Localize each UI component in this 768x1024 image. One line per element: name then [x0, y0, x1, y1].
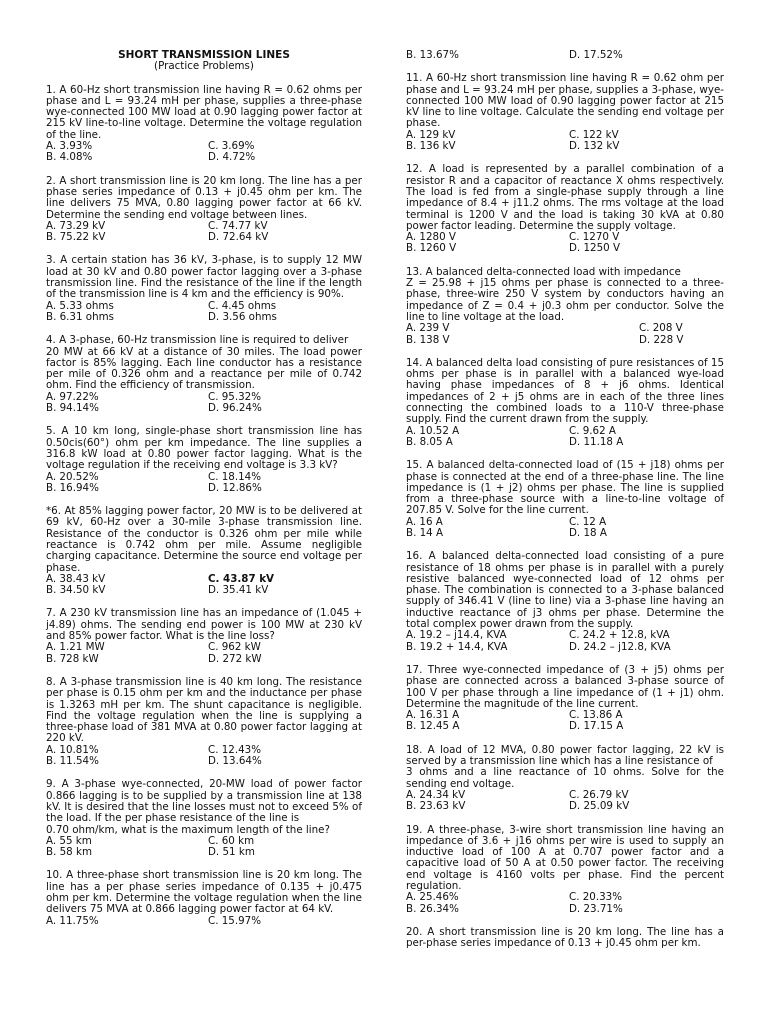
answer-option: C. 12 A: [569, 515, 607, 528]
answer-option: C. 122 kV: [569, 128, 619, 141]
question-text: 16. A balanced delta-connected load consisting of a pure resistance of 18 ohms per phase is in parallel with a purely resistive balanced wye-connected load of 12 ohms per phase. The combination is connected to a 3-phase balanced supply of 346.41 V (line to line) via a 3-phase line having an inductive reactance of j3 ohms per phase. Determine the total complex power drawn from the supply.: [406, 550, 724, 631]
question-text: 3. A certain station has 36 kV, 3-phase, is to supply 12 MW load at 30 kV and 0.80 power factor lagging over a 3-phase transmission line. Find the resistance of the line if the length of the transmission line is 4 km and the efficiency is 90%.: [46, 254, 362, 301]
question-text-line: 13. A balanced delta-connected load with impedance: [406, 265, 681, 278]
answer-option: A. 25.46%: [406, 891, 459, 904]
answer-option: A. 19.2 – j14.4, KVA: [406, 629, 507, 642]
question-block: [46, 506, 362, 596]
answer-option: A. 24.34 kV: [406, 788, 466, 801]
question-block: [46, 85, 362, 164]
question-text: *6. At 85% lagging power factor, 20 MW is to be delivered at 69 kV, 60-Hz over a 30-mile 3-phase transmission line. Resistance of the conductor is 0.326 ohm per mile while reactance is 0.742 ohm per mile. Assume negligible charging capacitance. Determine the source end voltage per phase.: [46, 505, 362, 574]
question-block: [46, 608, 362, 664]
answer-option: D. 12.86%: [208, 481, 262, 494]
question-block: [406, 267, 724, 346]
answer-option: B. 19.2 + 14.4, KVA: [406, 640, 508, 653]
answer-option: D. 4.72%: [208, 151, 256, 164]
answer-option: D. 24.2 – j12.8, KVA: [569, 640, 671, 653]
question-text-line: Z = 25.98 + j15 ohms per phase is connected to a three-phase, three-wire 250 V system by conductors having an impedance of Z = 0.4 + j0.3 ohm per conductor. Solve the line to line voltage at the load.: [406, 277, 724, 323]
question-text: 15. A balanced delta-connected load of (15 + j18) ohms per phase is connected at the end of a three-phase line. The line impedance is (1 + j2) ohms per phase. The line is supplied from a three-phase source with a line-to-line voltage of 207.85 V. Solve for the line current.: [406, 459, 724, 517]
answer-options: [46, 472, 362, 495]
answer-option: A. 1.21 MW: [46, 641, 105, 654]
answer-option: B. 94.14%: [46, 402, 99, 415]
answer-option: D. 35.41 kV: [208, 584, 269, 597]
question-text-line: 20 MW at 66 kV at a distance of 30 miles. The load power factor is 85% lagging. Each line conductor has a resistance per mile of 0.326 ohm and a reactance per mile of 0.742 ohm. Find the efficiency of transmission.: [46, 345, 362, 392]
question-text: [406, 745, 724, 790]
answer-options: [46, 642, 362, 665]
question-text: 11. A 60-Hz short transmission line having R = 0.62 ohm per phase and L = 93.24 mH per phase, supplies a 3-phase, wye-connected 100 MW load of 0.90 lagging power factor at 215 kV line to line voltage. Calculate the sending end voltage per phase.: [406, 72, 724, 130]
answer-options: [406, 50, 724, 61]
answer-options: [46, 916, 362, 927]
answer-option: B. 4.08%: [46, 151, 93, 164]
answer-options: [406, 323, 724, 346]
question-text: 10. A three-phase short transmission line is 20 km long. The line has a per phase series impedance of 0.135 + j0.475 ohm per km. Determine the voltage regulation when the line delivers 75 MVA at 0.866 lagging power factor at 64 kV.: [46, 869, 362, 916]
answer-option: A. 10.81%: [46, 743, 99, 756]
answer-option: D. 13.64%: [208, 755, 262, 768]
page-subtitle: (Practice Problems): [154, 60, 254, 73]
answer-option: B. 16.94%: [46, 481, 99, 494]
answer-option: B. 14 A: [406, 526, 444, 539]
answer-option: A. 10.52 A: [406, 424, 460, 437]
question-block: [46, 335, 362, 414]
question-text: 7. A 230 kV transmission line has an impedance of (1.045 + j4.89) ohms. The sending end power is 100 MW at 230 kV and 85% power factor. What is the line loss?: [46, 607, 362, 643]
answer-option: D. 51 km: [208, 846, 255, 859]
answer-option: C. 60 km: [208, 834, 255, 847]
answer-options: [46, 836, 362, 859]
question-text-line: 4. A 3-phase, 60-Hz transmission line is required to deliver: [46, 334, 349, 347]
answer-option: A. 97.22%: [46, 390, 99, 403]
question-block: [406, 745, 724, 813]
question-block: [406, 73, 724, 152]
answer-option: B. 34.50 kV: [46, 584, 106, 597]
answer-options: [406, 892, 724, 915]
question-text-line: 0.70 ohm/km, what is the maximum length of the line?: [46, 823, 330, 836]
question-block: [46, 176, 362, 244]
answer-option: C. 4.45 ohms: [208, 299, 277, 312]
answer-option: D. 17.52%: [569, 49, 623, 61]
answer-option: A. 3.93%: [46, 140, 93, 153]
question-text: [46, 335, 362, 391]
question-block: [406, 358, 724, 448]
question-text: 1. A 60-Hz short transmission line having R = 0.62 ohms per phase and L = 93.24 mH per phase, supplies a three-phase wye-connected 100 MW load at 0.90 lagging power factor at 215 kV line-to-line voltage. Determine the voltage regulation of the line.: [46, 83, 362, 141]
answer-option: A. 38.43 kV: [46, 572, 106, 585]
question-text-line: 9. A 3-phase wye-connected, 20-MW load of power factor 0.866 lagging is to be supplied by a transmission line at 138 kV. It is desired that the line losses must not to exceed 5% of the load. If the per phase resistance of the line is: [46, 778, 362, 825]
answer-option: B. 8.05 A: [406, 435, 453, 448]
answer-option: B. 136 kV: [406, 140, 456, 153]
question-text: [406, 267, 724, 323]
question-text-line: 3 ohms and a line reactance of 10 ohms. Solve for the sending end voltage.: [406, 766, 724, 790]
answer-option: A. 129 kV: [406, 128, 456, 141]
answer-options: [46, 141, 362, 164]
question-block: [406, 927, 724, 950]
answer-option: B. 75.22 kV: [46, 231, 106, 244]
answer-option: B. 12.45 A: [406, 720, 460, 733]
answer-option: A. 16.31 A: [406, 709, 460, 722]
answer-option: C. 20.33%: [569, 891, 622, 904]
answer-option: A. 11.75%: [46, 914, 99, 927]
page-title: SHORT TRANSMISSION LINES: [118, 49, 290, 61]
answer-options: [406, 630, 724, 653]
answer-options: [46, 392, 362, 415]
answer-option: A. 5.33 ohms: [46, 299, 114, 312]
question-text: 8. A 3-phase transmission line is 40 km long. The resistance per phase is 0.15 ohm per km and the inductance per phase is 1.3263 mH per km. The shunt capacitance is negligible. Find the voltage regulation when the line is supplying a three-phase load of 381 MVA at 0.80 power factor lagging at 220 kV.: [46, 675, 362, 745]
answer-option: A. 20.52%: [46, 470, 99, 483]
answer-option: D. 17.15 A: [569, 720, 624, 733]
answer-option: B. 728 kW: [46, 652, 99, 665]
question-text: 12. A load is represented by a parallel combination of a resistor R and a capacitor of reactance X ohms respectively. The load is fed from a single-phase supply through a line impedance of 8.4 + j11.2 ohms. The rms voltage at the load terminal is 1200 V and the load is taking 30 kVA at 0.80 power factor leading. Determine the supply voltage.: [406, 163, 724, 232]
right-column: [406, 50, 724, 961]
question-text: [46, 779, 362, 835]
answer-option: D. 23.71%: [569, 902, 623, 915]
question-block: [46, 779, 362, 858]
question-text: 5. A 10 km long, single-phase short transmission line has 0.50cis(60°) ohm per km impedance. The line supplies a 316.8 kW load at 0.80 power factor lagging. What is the voltage regulation if the receiving end voltage is 3.3 kV?: [46, 425, 362, 472]
answer-option: C. 95.32%: [208, 390, 261, 403]
answer-option: C. 1270 V: [569, 231, 620, 244]
answer-option: C. 9.62 A: [569, 424, 616, 437]
answer-option: A. 16 A: [406, 515, 443, 528]
answer-option: B. 13.67%: [406, 49, 459, 61]
answer-option: D. 25.09 kV: [569, 800, 630, 813]
question-block: [406, 665, 724, 733]
answer-option: D. 11.18 A: [569, 435, 624, 448]
answer-option: B. 1260 V: [406, 242, 457, 255]
question-text: 17. Three wye-connected impedance of (3 + j5) ohms per phase are connected across a balanced 3-phase source of 100 V per phase through a line impedance of (1 + j1) ohm. Determine the magnitude of the line current.: [406, 663, 724, 710]
answer-options: [406, 710, 724, 733]
answer-options: [46, 574, 362, 597]
answer-option: B. 26.34%: [406, 902, 459, 915]
answer-option: C. 13.86 A: [569, 709, 623, 722]
answer-options: [46, 745, 362, 768]
answer-option: C. 74.77 kV: [208, 219, 268, 232]
answer-options: [406, 130, 724, 153]
answer-option: C. 15.97%: [208, 914, 261, 927]
answer-option: D. 1250 V: [569, 242, 620, 255]
answer-option: B. 138 V: [406, 333, 450, 346]
answer-options: [406, 426, 724, 449]
answer-option: D. 72.64 kV: [208, 231, 269, 244]
question-block: [406, 825, 724, 915]
answer-option: A. 55 km: [46, 834, 92, 847]
question-block: [46, 677, 362, 767]
question-block: [406, 551, 724, 653]
answer-option: B. 11.54%: [46, 755, 99, 768]
answer-option: C. 962 kW: [208, 641, 261, 654]
answer-option: C. 43.87 kV: [208, 572, 275, 585]
answer-option: D. 3.56 ohms: [208, 310, 277, 323]
question-block: [406, 164, 724, 254]
answer-option: D. 228 V: [639, 333, 684, 346]
answer-option: D. 18 A: [569, 526, 607, 539]
question-block: [46, 426, 362, 494]
answer-option: A. 73.29 kV: [46, 219, 106, 232]
answer-options: [46, 301, 362, 324]
answer-option: D. 272 kW: [208, 652, 262, 665]
answer-option: C. 3.69%: [208, 140, 255, 153]
answer-option: B. 23.63 kV: [406, 800, 466, 813]
question-text: 20. A short transmission line is 20 km long. The line has a per-phase series impedance of 0.13 + j0.45 ohm per km.: [406, 925, 724, 950]
answer-option: C. 12.43%: [208, 743, 261, 756]
question-text-line: 18. A load of 12 MVA, 0.80 power factor lagging, 22 kV is served by a transmission line which has a line resistance of: [406, 743, 724, 768]
answer-options: [46, 221, 362, 244]
question-text: 19. A three-phase, 3-wire short transmission line having an impedance of 3.6 + j16 ohms per wire is used to supply an inductive load of 100 A at 0.707 power factor and a capacitive load of 50 A at 0.50 power factor. The receiving end voltage is 4160 volts per phase. Find the percent regulation.: [406, 823, 724, 892]
answer-option: C. 208 V: [639, 322, 683, 335]
answer-option: D. 96.24%: [208, 402, 262, 415]
left-column: [46, 50, 362, 939]
answer-options: [406, 517, 724, 540]
question-block: [406, 460, 724, 539]
answer-option: A. 1280 V: [406, 231, 456, 244]
answer-options: [406, 232, 724, 255]
question-block: [406, 50, 724, 61]
answer-options: [406, 790, 724, 813]
question-text: 14. A balanced delta load consisting of pure resistances of 15 ohms per phase is in parallel with a balanced wye-load having phase impedances of 8 + j6 ohms. Identical impedances of 2 + j5 ohms are in each of the three lines connecting the combined loads to a 110-V three-phase supply. Find the current drawn from the supply.: [406, 356, 724, 426]
answer-option: B. 6.31 ohms: [46, 310, 115, 323]
answer-option: B. 58 km: [46, 846, 92, 859]
answer-option: C. 18.14%: [208, 470, 261, 483]
answer-option: A. 239 V: [406, 322, 450, 335]
answer-option: C. 26.79 kV: [569, 788, 629, 801]
question-text: 2. A short transmission line is 20 km long. The line has a per phase series impedance of 0.13 + j0.45 ohm per km. The line delivers 75 MVA, 0.80 lagging power factor at 66 kV. Determine the sending end voltage between lines.: [46, 174, 362, 221]
answer-option: D. 132 kV: [569, 140, 620, 153]
question-block: [46, 870, 362, 926]
question-block: [46, 255, 362, 323]
answer-option: C. 24.2 + 12.8, kVA: [569, 629, 670, 642]
